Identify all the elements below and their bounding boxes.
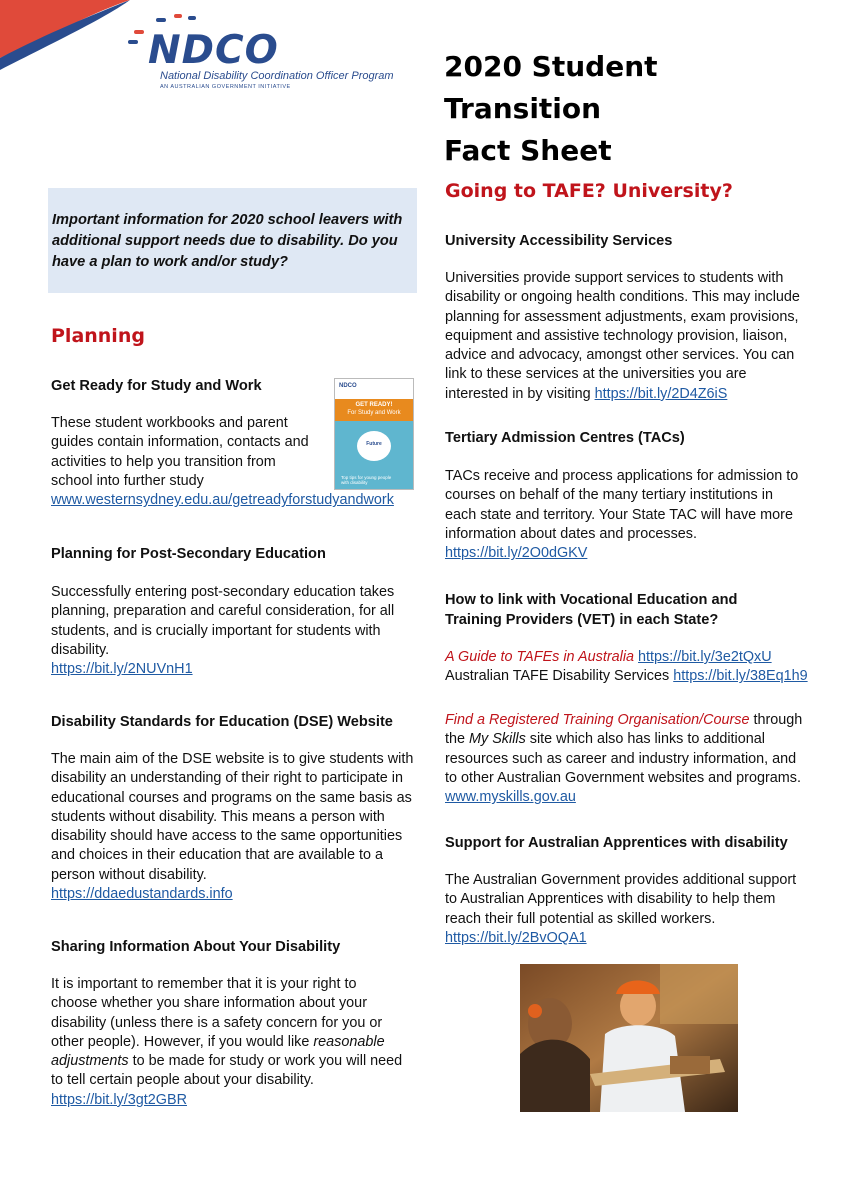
vet-heading: How to link with Vocational Education and Training Providers (VET) in each State? xyxy=(445,592,738,628)
get-ready-link[interactable]: www.westernsydney.edu.au/getreadyforstudyandwork xyxy=(51,492,394,509)
logo-text: NDCO xyxy=(148,28,279,73)
apprentices-photo xyxy=(520,964,738,1112)
guide-link[interactable]: https://bit.ly/3e2tQxU xyxy=(638,649,772,665)
cover-logo: NDCO xyxy=(339,383,357,389)
uni-body: Universities provide support services to students with disability or ongoing health conditions. This may include planning for assessment adjustments, exam provisions, equipment and assistive technology provision, liaison, advice and advocacy, amongst other services. You can link to these services at the universities you are interested in by visiting https://bit.ly/2D4Z6iS xyxy=(445,270,800,402)
tac-link[interactable]: https://bit.ly/2O0dGKV xyxy=(445,545,588,562)
sharing-link[interactable]: https://bit.ly/3gt2GBR xyxy=(51,1091,187,1108)
get-ready-heading: Get Ready for Study and Work xyxy=(51,378,262,394)
sharing-body: It is important to remember that it is your right to choose whether you share information about your disability (unless there is a safety concern for you or other people). However, if you would like reasonable adjustments to be made for study or work you will need to tell certain people about your disability. https://bit.ly/3gt2GBR xyxy=(51,976,403,1108)
page-title: 2020 Student Transition Fact Sheet xyxy=(444,50,658,167)
sharing-heading: Sharing Information About Your Disability xyxy=(51,939,341,955)
logo-swoosh xyxy=(0,0,140,80)
dse-body: The main aim of the DSE website is to give students with disability an understanding of their right to participate in educational courses and programs on the same basis as students without disability. This means a person with disability should have access to the same opportunities and choices in their education that are available to a person without disability. https://ddaedustandards.info xyxy=(51,751,414,903)
post-secondary-link[interactable]: https://bit.ly/2NUVnH1 xyxy=(51,661,193,678)
dse-heading: Disability Standards for Education (DSE) Website xyxy=(51,714,393,730)
rto-label: Find a Registered Training Organisation/Course xyxy=(445,712,750,728)
rto-body: Find a Registered Training Organisation/Course through the My Skills site which also has links to additional resources such as career and industry information, and to other Australian Government websites and programs. www.myskills.gov.au xyxy=(445,712,803,806)
vet-links: A Guide to TAFEs in Australia https://bit.ly/3e2tQxU Australian TAFE Disability Services https://bit.ly/38Eq1h9 xyxy=(445,649,808,685)
uni-heading: University Accessibility Services xyxy=(445,233,673,249)
tac-heading: Tertiary Admission Centres (TACs) xyxy=(445,430,685,446)
post-secondary-heading: Planning for Post-Secondary Education xyxy=(51,546,326,562)
uni-link[interactable]: https://bit.ly/2D4Z6iS xyxy=(594,385,728,402)
intro-text: Important information for 2020 school leavers with additional support needs due to disability. Do you have a plan to work and/or study? xyxy=(52,212,403,270)
apprentices-link[interactable]: https://bit.ly/2BvOQA1 xyxy=(445,929,587,946)
dse-link[interactable]: https://ddaedustandards.info xyxy=(51,886,233,903)
cover-tips: Top tips for young people with disability xyxy=(341,475,392,485)
post-secondary-body: Successfully entering post-secondary education takes planning, preparation and careful consideration, for all students, and is crucially important for students with disability. https://bit.ly/2NUVnH1 xyxy=(51,584,395,678)
apprentices-body: The Australian Government provides additional support to Australian Apprentices with disability to help them reach their full potential as skilled workers. https://bit.ly/2BvOQA1 xyxy=(445,872,797,946)
tac-body: TACs receive and process applications for admission to courses on behalf of the many tertiary institutions in each state and territory. Your State TAC will have more information about dates and processes. https://bit.ly/2O0dGKV xyxy=(445,468,799,562)
planning-heading: Planning xyxy=(51,325,145,347)
apprentices-heading: Support for Australian Apprentices with disability xyxy=(445,835,788,851)
cover-title: GET READY! For Study and Work xyxy=(335,399,413,421)
logo-tagline: AN AUSTRALIAN GOVERNMENT INITIATIVE xyxy=(160,84,291,90)
get-ready-body: These student workbooks and parent guides contain information, contacts and activities to help you transition from school into further study www.westernsydney.edu.au/getreadyforstudyandwork xyxy=(51,415,394,509)
workbook-cover-image xyxy=(334,378,414,490)
tafe-disability-link[interactable]: https://bit.ly/38Eq1h9 xyxy=(673,668,808,685)
myskills-link[interactable]: www.myskills.gov.au xyxy=(445,789,576,806)
intro-box xyxy=(48,188,417,293)
logo-subtitle: National Disability Coordination Officer Program xyxy=(160,70,394,82)
tafe-heading: Going to TAFE? University? xyxy=(445,180,733,202)
guide-label: A Guide to TAFEs in Australia xyxy=(445,649,635,665)
cover-bubble: Future xyxy=(357,431,391,461)
